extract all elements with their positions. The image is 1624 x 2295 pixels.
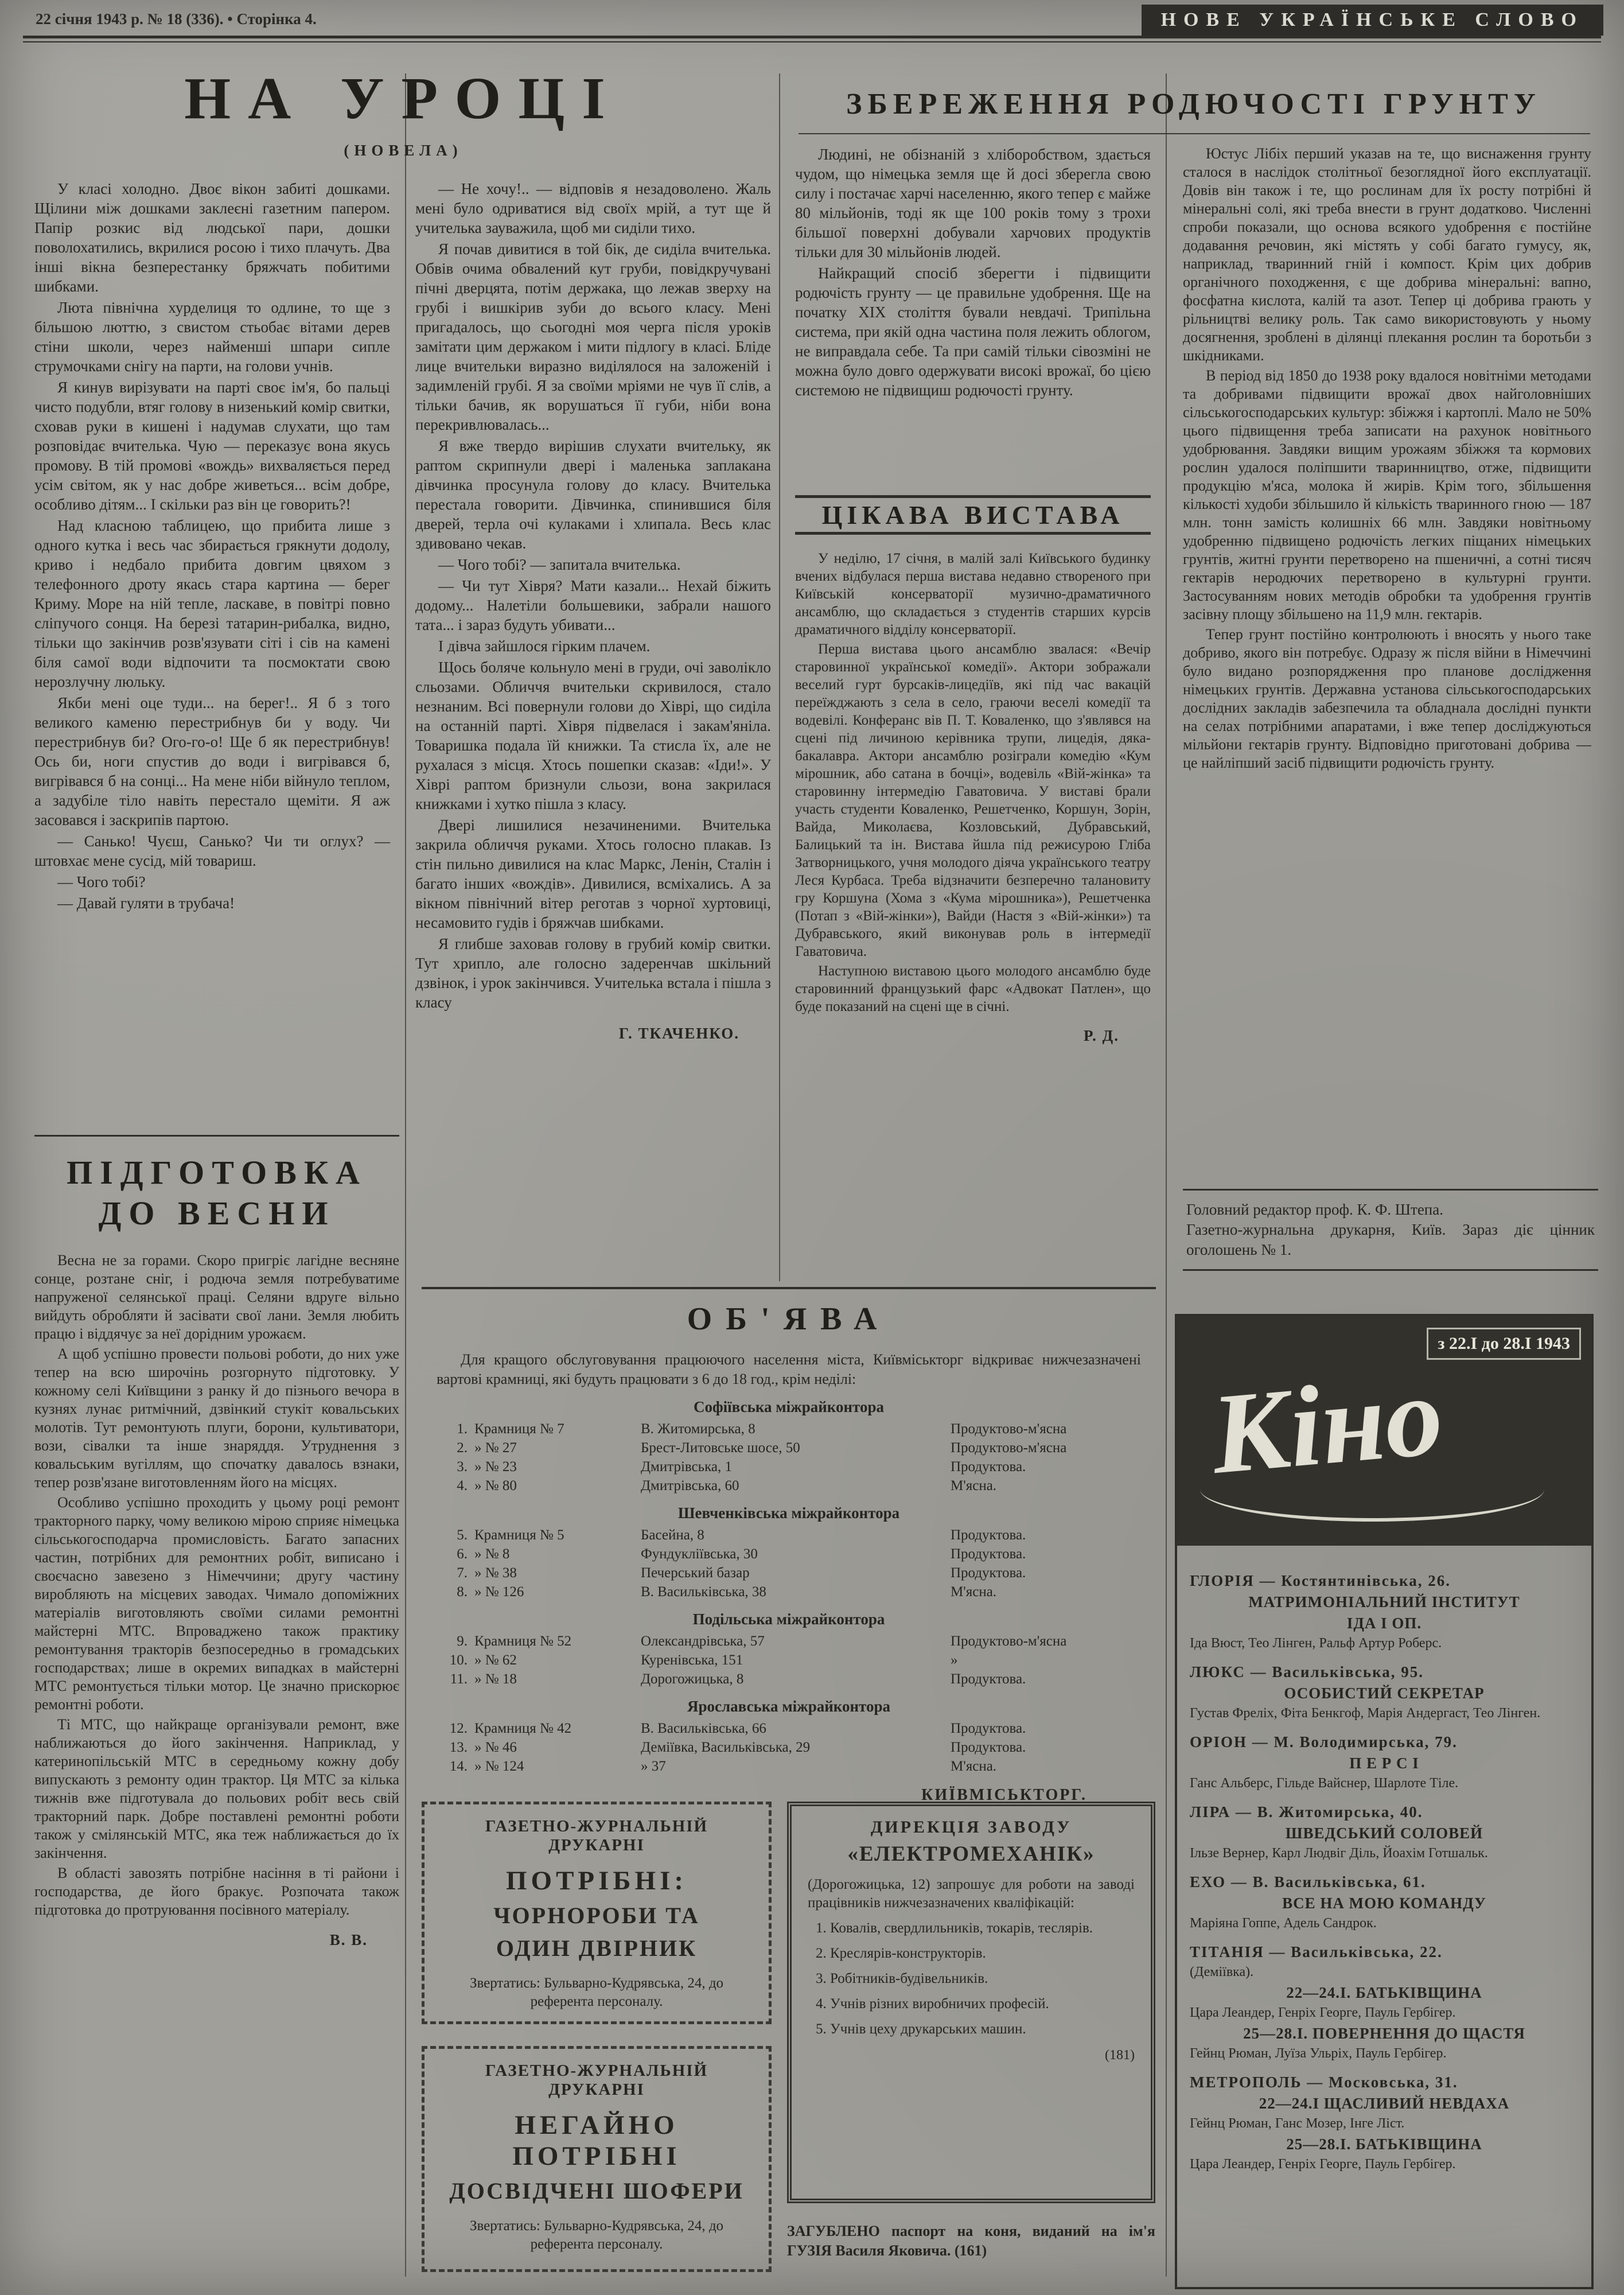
announcement-objava (422, 1287, 1156, 1800)
paragraph: Двері лишилися незачиненими. Вчителька закрила обличчя руками. Хтось голосно плакав. Із стін пильно дивилися на клас Маркс, Ленін, Сталін і багато інших «вождів». Дивилися, всміхались. А за вікном північний вітер реготав з чорної хуртовиці, несамовито гудів і бряжчав шибками. (415, 816, 771, 931)
article-column-text (415, 179, 771, 1012)
article-title (34, 1153, 399, 1234)
paragraph: І дівча зайшлося гірким плачем. (438, 637, 651, 655)
kino-line: 22—24.І ЩАСЛИВИЙ НЕВДАХА (1259, 2095, 1510, 2112)
table-cell: » № 38 (474, 1565, 517, 1581)
table-row (422, 1476, 1156, 1495)
table-cell: » 37 (641, 1759, 666, 1774)
store-table (422, 1719, 1156, 1776)
ad-title: НЕГАЙНО ПОТРІБНІ (512, 2110, 681, 2171)
masthead-rule (23, 36, 1601, 42)
table-cell: М'ясна. (951, 1759, 997, 1774)
paragraph: Над класною таблицею, що прибита лише з одного кутка і весь час збирається грякнути додолу, криво і недбало прибита довгим цвяхом з телефонного дроту якась стара картина — берег Криму. Море на ній тепле, ласкаве, в повітрі повно сліпучого сонця. На березі татарин-рибалка, видно, тільки що закінчив розв'язувати сіті і сів на камені біля самої води відпочити та посмоктати свою нерозлучну люльку. (34, 517, 390, 690)
kino-line: ЛЮКС — Васильківська, 95. (1190, 1663, 1424, 1681)
cinema-ad-header (1177, 1316, 1591, 1546)
table-cell: Продуктова. (951, 1565, 1026, 1581)
store-table (422, 1419, 1156, 1495)
table-cell: Продуктово-м'ясна (951, 1633, 1067, 1649)
kino-line: ТІТАНІЯ — Васильківська, 22. (1190, 1943, 1443, 1961)
article-text (34, 1251, 399, 1919)
kino-line: 22—24.І. БАТЬКІВЩИНА (1286, 1984, 1482, 2001)
article-title-grunt: ЗБЕРЕЖЕННЯ РОДЮЧОСТІ ГРУНТУ (846, 88, 1541, 120)
kino-line: Цара Леандер, Генріх Георге, Пауль Гербігер. (1190, 2157, 1456, 2172)
cinema-ad-block (1175, 1314, 1594, 2289)
ad-electromechanik (787, 1802, 1155, 2203)
article-pidhotovka-do-vesny (34, 1135, 399, 2292)
paragraph: Я почав дивитися в той бік, де сиділа вчителька. Обвів очима обвалений кут груби, повідкручувані пічні дверцята, потім держака, що лежав зверху на грубі і вишкірив зуби до всього класу. Мені пригадалось, що сьогодні моя черга після уроків замітати цим держаком і мити підлогу в класі. Бліде лице вчительки виразно виділялося на заложеній і задимленій грубі. Я за своїми мріями не чув її слів, а тільки бачив, як ворушаться її губи, ніби вона перекривлювалась... (415, 240, 771, 433)
flourish-underline (1200, 1489, 1544, 1522)
signature: Г. ТКАЧЕНКО. (618, 1025, 739, 1042)
table-cell: 3. (457, 1459, 468, 1475)
kino-line: 25—28.І. БАТЬКІВЩИНА (1286, 2135, 1482, 2153)
paragraph: Люта північна хурделиця то одлине, то ще з більшою люттю, з свистом стьобає вітами дерев стіни школи, через найменші шпари сипле струмочками снігу на парти, на голови учнів. (34, 299, 390, 375)
ad-title-line: ДОСВІДЧЕНІ ШОФЕРИ (449, 2178, 744, 2204)
list-item: 5. Учнів цеху друкарських машин. (816, 2021, 1026, 2037)
paragraph: В період від 1850 до 1938 року вдалося новітніми методами та добривами підвищити врожаї двох найголовніших сільськогосподарських культур: збіжжя і картоплі. Мало не 50% цього підвищення треба записати на рахунок новітнього удобрювання. Завдяки вищим урожаям збіжжя та кормових рослин удалося поліпшити тваринництво, отже, підвищити продукцію м'яса, молока й жирів. Крім того, збільшення кількості худоби збільшило й кількість тваринного гною — 187 млн. тонн замість колишніх 66 млн. Завдяки новітньому удобренню підвищено родючість легких піщаних німецьких грунтів, житні грунти перетворено на пшеничні, а сотні тисяч гектарів неродючих перетворено в культурні грунти. Застосуванням нових методів обробки та удобрення грунтів засівну площу збільшено на 11,9 млн. гектарів. (1183, 367, 1591, 623)
table-cell: » № 80 (474, 1478, 517, 1493)
table-cell: Крамниця № 52 (474, 1633, 572, 1649)
table-cell: М'ясна. (951, 1584, 997, 1600)
paragraph: — Давай гуляти в трубача! (57, 894, 235, 912)
table-cell: Дмитрівська, 1 (641, 1459, 732, 1475)
table-row (422, 1757, 1156, 1776)
ad-header: ГАЗЕТНО-ЖУРНАЛЬНІЙ ДРУКАРНІ (485, 1817, 708, 1854)
announcement-intro: Для кращого обслуговування працюючого населення міста, Київміськторг відкриває нижчезазначені вартові крамниці, які будуть працювати з 6 до 18 год., крім неділі: (437, 1351, 1141, 1387)
editorial-imprint (1183, 1189, 1598, 1271)
imprint-line: Газетно-журнальна друкарня, Київ. Зараз діє цінник оголошень № 1. (1186, 1221, 1595, 1258)
table-cell: Куренівська, 151 (641, 1652, 743, 1668)
table-row (422, 1670, 1156, 1689)
ad-drivers-needed (422, 2046, 772, 2272)
paragraph: — Санько! Чуєш, Санько? Чи ти оглух? — штовхає мене сусід, мій товариш. (34, 833, 390, 869)
store-group (422, 1698, 1156, 1776)
column-divider (1166, 73, 1167, 2277)
store-group (422, 1611, 1156, 1689)
ad-reference-number: (181) (1105, 2048, 1135, 2063)
ad-title-line: ЧОРНОРОБИ ТА (493, 1903, 700, 1928)
paragraph: Людині, не обізнаній з хліборобством, здається чудом, що німецька земля ще й досі зберегла свою силу і постачає харчі населенню, якого тепер є майже 80 мільйонів, тоді як ще 100 років тому з трохи більшої поверхні добували харчових продуктів тільки для 30 мільйонів людей. (795, 146, 1151, 260)
table-row (422, 1526, 1156, 1545)
article-text (795, 550, 1151, 1016)
table-cell: 9. (457, 1633, 468, 1649)
list-item: 1. Ковалів, свердлильників, токарів, теслярів. (816, 1920, 1093, 1936)
article-title-line2: ДО ВЕСНИ (98, 1194, 336, 1232)
article-subtitle: (НОВЕЛА) (344, 142, 463, 159)
table-cell: 6. (457, 1546, 468, 1562)
kino-line: Маріяна Гоппе, Адель Сандрок. (1190, 1916, 1377, 1931)
kino-line: ЕХО — В. Васильківська, 61. (1190, 1873, 1426, 1891)
article-title: НА УРОЦІ (184, 65, 622, 131)
column-divider (779, 73, 780, 1281)
kino-line: (Деміївка). (1190, 1965, 1254, 1979)
table-cell: Продуктова. (951, 1546, 1026, 1562)
ad-intro: (Дорогожицька, 12) запрошує для роботи на заводі працівників нижчезазначених кваліфікацій: (808, 1877, 1135, 1911)
store-table (422, 1526, 1156, 1601)
table-cell: Продуктова. (951, 1721, 1026, 1736)
kino-line: ВСЕ НА МОЮ КОМАНДУ (1282, 1895, 1486, 1912)
table-row (422, 1457, 1156, 1476)
table-cell: Брест-Литовське шосе, 50 (641, 1440, 800, 1456)
table-cell: Олександрівська, 57 (641, 1633, 765, 1649)
table-cell: В. Житомирська, 8 (641, 1421, 755, 1437)
table-cell: 8. (457, 1584, 468, 1600)
table-cell: » № 8 (474, 1546, 510, 1562)
article-title-line1: ПІДГОТОВКА (67, 1154, 367, 1191)
paragraph: А щоб успішно провести польові роботи, до них уже тепер на всю широчінь розгорнуто підготовку. У кожному селі Київщини з ранку й до пізнього вечора в кузнях лунає ритмічний, дзвінкий стукіт ковальських молотів. Тут ремонтують плуги, борони, культиватори, вози, сівалки та інше знаряддя. Утруднення з ковальським вугіллям, що спочатку давалось взнаки, тепер розв'язане виготовленням його на місцях. (34, 1345, 399, 1491)
paragraph: Найкращий спосіб зберегти і підвищити родючість грунту — це правильне удобрення. Ще на початку XIX століття бували невдачі. Трипільна система, при якій одна частина поля лежить облогом, не виправдала себе. Та при самій тільки сівозміні не можна було довго одержувати високі врожаї, бо цією системою не підвищиш родючості грунту. (795, 264, 1151, 399)
kino-line: Ганс Альберс, Гільде Вайснер, Шарлоте Тіле. (1190, 1776, 1459, 1791)
list-item: 4. Учнів різних виробничих професій. (816, 1996, 1049, 2012)
paragraph: Я глибше заховав голову в грубий комір свитки. Тут хрипло, але голосно задеренчав шкільний дзвінок, і урок закінчився. Учителька встала і пішла з класу (415, 935, 771, 1011)
paragraph: Юстус Лібіх перший указав на те, що виснаження грунту сталося в наслідок столітньої безоглядної його експлуатації. Довів він також і те, що рослинам для їх росту потрібні й мінеральні солі, які треба внести в грунт додатково. Численні спроби показали, що основа всякого удобрення є постійне додавання речовин, які містять у собі багато гумусу, як, наприклад, тваринний гній і компост. Крім цих добрив органічного походження, є ще добрива мінеральні: вапно, фосфатна кислота, калій та азот. Тепер ці добрива грають у рільництві велику роль. Так само використовують у ньому досягнення, зроблені в ділянці плекання рослин та боротьби з шкідниками. (1183, 145, 1591, 364)
ad-contact: Звертатись: Бульварно-Кудрявська, 24, до референта персоналу. (469, 1975, 724, 2009)
paragraph: — Чого тобі? — запитала вчителька. (438, 556, 681, 573)
table-cell: » № 46 (474, 1740, 517, 1755)
ad-workers-needed (422, 1802, 772, 2024)
kino-line: ШВЕДСЬКИЙ СОЛОВЕЙ (1285, 1825, 1483, 1842)
table-cell: 11. (450, 1671, 468, 1687)
ad-qualification-list (808, 1919, 1135, 2039)
paragraph: Весна не за горами. Скоро пригріє лагідне весняне сонце, розтане сніг, і родюча земля потребуватиме напруженої селянської праці. Селяни вдруге вільно вийдуть обробляти й засівати свої лани. Земля любить працю і віддячує за неї дорідним урожаєм. (34, 1251, 399, 1342)
list-item: 3. Робітників-будівельників. (816, 1971, 988, 1986)
kino-line: Густав Фреліх, Фіта Бенкгоф, Марія Андергаст, Тео Лінген. (1190, 1706, 1541, 1721)
table-cell: В. Васильківська, 66 (641, 1721, 766, 1736)
table-cell: » № 126 (474, 1584, 524, 1600)
table-cell: Продуктова. (951, 1671, 1026, 1687)
table-cell: » № 23 (474, 1459, 517, 1475)
table-cell: Крамниця № 7 (474, 1421, 564, 1437)
table-row (422, 1738, 1156, 1757)
table-cell: Продуктова. (951, 1527, 1026, 1543)
ad-factory-name: «ЕЛЕКТРОМЕХАНІК» (847, 1842, 1095, 1866)
table-row (422, 1651, 1156, 1670)
kino-line: Іда Вюст, Тео Лінген, Ральф Артур Роберс. (1190, 1636, 1442, 1651)
editor-line: Головний редактор проф. К. Ф. Штепа. (1186, 1201, 1443, 1218)
ad-contact: Звертатись: Бульварно-Кудрявська, 24, до референта персоналу. (469, 2218, 724, 2252)
ad-title-line: ОДИН ДВІРНИК (496, 1935, 698, 1961)
table-cell: 13. (449, 1740, 468, 1755)
store-group (422, 1398, 1156, 1495)
paragraph: Ті МТС, що найкраще організували ремонт, вже наближаються до його закінчення. Наприклад, у катеринопільській МТС в середньому кожну добу випускають з ремонту один трактор. Ця МТС за кілька тижнів вже підготувала до польових робіт весь свій тракторний парк. Добре поставлені ремонтні роботи також у смілянській МТС, яка теж наближається до їх закінчення. (34, 1716, 399, 1861)
article-column-right (415, 179, 771, 1043)
signature: В. В. (329, 1931, 368, 1948)
table-cell: » № 124 (474, 1759, 524, 1774)
article-na-uroci (34, 64, 772, 1261)
table-row (422, 1419, 1156, 1438)
table-cell: Деміївка, Васильківська, 29 (641, 1740, 811, 1755)
kino-line: ЛІРА — В. Житомирська, 40. (1190, 1803, 1423, 1821)
ad-header: ДИРЕКЦІЯ ЗАВОДУ (870, 1818, 1072, 1837)
paragraph: Тепер грунт постійно контролюють і вносять у нього таке добриво, якого він потребує. Одразу ж після війни в Німеччині було видано розпорядження про планове дослідження німецьких грунтів. Державна установа сільськогосподарських дослідних закладів забезпечила та обладнала дослідні пункти на селах потрібними апаратами, і вже тепер досліджуються мільйони гектарів грунту. Відповідно приготовані добрива — це найліпший засіб підвищити родючість грунту. (1183, 626, 1591, 771)
table-cell: Дмитрівська, 60 (641, 1478, 739, 1493)
paragraph: Якби мені оце туди... на берег!.. Я б з того великого каменю перестрибнув би у воду. Чи перестрибнув би? Ого-го-о! Ще б як перестрибнув! Ось би, ноги спустив до води і вигрівався б, вигрівався б на сонці... На мене ніби війнуло теплом, а задубіле тіло навіть перестало щеміти. Я аж засовався і заскрипів партою. (34, 694, 390, 828)
kino-line: ОРІОН — М. Володимирська, 79. (1190, 1733, 1458, 1751)
table-cell: 2. (457, 1440, 468, 1456)
table-cell: » (951, 1652, 958, 1668)
table-row (422, 1438, 1156, 1457)
table-cell: 4. (457, 1478, 468, 1493)
store-group (422, 1504, 1156, 1601)
newspaper-title: НОВЕ УКРАЇНСЬКЕ СЛОВО (1142, 5, 1603, 36)
kino-line: Гейнц Рюман, Луїза Ульріх, Пауль Гербігер. (1190, 2046, 1447, 2061)
issue-date-page-info: 22 січня 1943 р. № 18 (336). • Сторінка 4. (36, 10, 317, 28)
kino-line: Цара Леандер, Генріх Георге, Пауль Гербігер. (1190, 2005, 1456, 2020)
kino-line: Ільзе Вернер, Карл Людвіг Діль, Йоахім Готшальк. (1190, 1846, 1488, 1861)
lost-passport-notice: ЗАГУБЛЕНО паспорт на коня, виданий на ім'я ГУЗІЯ Василя Яковича. (161) (787, 2223, 1155, 2259)
paragraph: — Чого тобі? (57, 873, 146, 890)
article-columns (34, 179, 772, 1043)
store-group-header: Ярославська міжрайконтора (687, 1698, 890, 1715)
list-item: 2. Креслярів-конструкторів. (816, 1946, 986, 1961)
paragraph: Особливо успішно проходить у цьому році ремонт тракторного парку, чому великою мірою сприяє німецька сільськогосподарча промисловість. Багато запасних частин, потрібних для ремонтних робіт, виписано і своєчасно завезено з Німеччини; другу частину виробляють на місцевих заводах. Чимало допоміжних матеріалів виготовляють своїми силами ремонтні майстерні МТС. Впроваджено також практику ремонтування тракторів безпосередньо в громадських господарствах; лише в окремих випадках в майстерні МТС ремонтується тільки мотор. Це значно прискорює ремонтні роботи. (34, 1493, 399, 1713)
table-cell: Печерський базар (641, 1565, 750, 1581)
kino-line: П Е Р С І (1349, 1755, 1419, 1772)
kino-line: ОСОБИСТИЙ СЕКРЕТАР (1284, 1685, 1485, 1702)
cinema-listings (1177, 1546, 1591, 2179)
table-cell: » № 27 (474, 1440, 517, 1456)
table-cell: 7. (457, 1565, 468, 1581)
table-cell: Продуктова. (951, 1740, 1026, 1755)
table-cell: Продуктово-м'ясна (951, 1440, 1067, 1456)
table-row (422, 1545, 1156, 1563)
paragraph: У класі холодно. Двоє вікон забиті дошками. Щілини між дошками заклеєні газетним папером. Папір розкис від людської пари, дошки поволохатились, вкрилися росою і тихо плачуть. Два інші вікна безперестанку бряжчать побитими шибками. (34, 180, 390, 295)
table-cell: 12. (449, 1721, 468, 1736)
paragraph: Щось боляче кольнуло мені в груди, очі заволікло сльозами. Обличчя вчительки скривилося, стало незнаним. Всі повернули голови до Хіврі, що сиділа на останній парті. Хівря підвелася і закам'яніла. Товаришка подала їй книжки. Та стисла їх, але не рухалася з місця. Хтось пошепки сказав: «Іди!». У Хіврі раптом бризнули сльози, вона закрилася книжками і хутко пішла з класу. (415, 659, 771, 812)
paragraph: Я кинув вирізувати на парті своє ім'я, бо пальці чисто подубли, втяг голову в низенький комір свитки, сховав руки в кишені і надумав слухати, що там розповідає вчителька. Чую — переказує вона якусь промову. В тій промові «вождь» вихваляється перед усім світом, як у нас добре живеться... всім добре, особливо дітям... І скільки раз він це говорить?! (34, 379, 390, 513)
table-cell: Крамниця № 5 (474, 1527, 564, 1543)
table-cell: 10. (449, 1652, 468, 1668)
paragraph: — Не хочу!.. — відповів я незадоволено. Жаль мені було одриватися від своїх мрій, а тут ще й учителька зауважила, щоб ми сиділи тихо. (415, 180, 771, 236)
store-group-header: Шевченківська міжрайконтора (677, 1504, 900, 1522)
paragraph: Я вже твердо вирішив слухати вчительку, як раптом скрипнули двері і маленька заплакана дівчинка просунула голову до класу. Вчителька перестала говорити. Дівчинка, спинившися біля дверей, терла очі кулаками і хлипала. Весь клас здивовано чекав. (415, 437, 771, 552)
table-row (422, 1563, 1156, 1582)
table-cell: Дорогожицька, 8 (641, 1671, 744, 1687)
grunt-column-left (795, 145, 1151, 492)
kino-line: 25—28.І. ПОВЕРНЕННЯ ДО ЩАСТЯ (1243, 2025, 1525, 2042)
kino-line: ІДА І ОП. (1346, 1615, 1422, 1632)
kino-line: МАТРИМОНІАЛЬНИЙ ІНСТИТУТ (1248, 1593, 1520, 1611)
table-cell: 5. (457, 1527, 468, 1543)
paragraph: Перша вистава цього ансамблю звалася: «Вечір старовинної української комедії». Актори зображали веселий гурт бурсаків-лицедіїв, які під час вакацій переїжджають з села в село, граючи веселі комедії та водевілі. Конферанс вів П. Т. Коваленко, що з'являвся на сцені під личиною керівника трупи, лицедія, дяка-бакалавра. Актори ансамблю розіграли комедію «Кум мірошник, або сатана в бочці», водевіль «Вій-жінка» та старовинну інтермедію Гаватовича. У виставі брали участь студенти Коваленко, Решетченко, Коршун, Зорін, Вайда, Миколаєва, Козловський, Дубравський, Балицький та ін. Вистава йшла під режисурою Гліба Затворницького, учня молодого діяча українського театру Леся Курбаса. Треба відзначити безперечно талановиту гру Коршуна (Хома з «Кума мірошника»), Решетченка (Потап з «Вій-жінки»), Вайди (Настя з «Вій-жінки») та Дубравського, який виконував роль в інтермедії Гаватовича. (795, 641, 1151, 959)
kino-line: ГЛОРІЯ — Костянтинівська, 26. (1190, 1572, 1451, 1589)
store-group-header: Софіївська міжрайконтора (694, 1398, 884, 1415)
table-cell: » № 18 (474, 1671, 517, 1687)
announcement-title: ОБ'ЯВА (687, 1301, 891, 1337)
grunt-column-right (1183, 145, 1591, 1183)
signature: КИЇВМІСЬКТОРГ. (921, 1786, 1087, 1800)
paragraph: — Чи тут Хівря? Мати казали... Нехай біжить додому... Налетіли большевики, забрали нашого тата... і зараз будуть убивати... (415, 577, 771, 633)
ad-header: ГАЗЕТНО-ЖУРНАЛЬНІЙ ДРУКАРНІ (485, 2061, 708, 2099)
signature: Р. Д. (1084, 1027, 1119, 1044)
kino-line: МЕТРОПОЛЬ — Московська, 31. (1190, 2074, 1458, 2091)
article-cikava-vystava (795, 495, 1151, 1280)
table-cell: 14. (449, 1759, 468, 1774)
table-cell: Крамниця № 42 (474, 1721, 572, 1736)
article-title: ЦІКАВА ВИСТАВА (795, 495, 1151, 535)
table-cell: Продуктово-м'ясна (951, 1421, 1067, 1437)
table-cell: Басейна, 8 (641, 1527, 704, 1543)
paragraph: В області завозять потрібне насіння в ті райони і господарства, де його бракує. Розпочата також підготовка до протруювання посівного матеріалу. (34, 1864, 399, 1918)
table-row (422, 1719, 1156, 1738)
table-row (422, 1632, 1156, 1651)
table-row (422, 1582, 1156, 1601)
table-cell: Фундукліївська, 30 (641, 1546, 758, 1562)
kino-line: Гейнц Рюман, Ганс Мозер, Інге Ліст. (1190, 2116, 1405, 2131)
cinema-title: Кіно (1206, 1351, 1448, 1499)
cinema-date-range: з 22.І до 28.І 1943 (1427, 1328, 1581, 1360)
table-cell: М'ясна. (951, 1478, 997, 1493)
table-cell: Продуктова. (951, 1459, 1026, 1475)
store-table (422, 1632, 1156, 1689)
table-cell: 1. (457, 1421, 468, 1437)
table-cell: В. Васильківська, 38 (641, 1584, 766, 1600)
paragraph: Наступною виставою цього молодого ансамблю буде старовинний французький фарс «Адвокат Патлен», що буде показаний на сцені ще в січні. (795, 963, 1151, 1014)
store-group-header: Подільська міжрайконтора (692, 1611, 885, 1628)
title-rule (799, 133, 1590, 134)
table-cell: » № 62 (474, 1652, 517, 1668)
ad-title: ПОТРІБНІ: (505, 1866, 688, 1896)
paragraph: У неділю, 17 січня, в малій залі Київського будинку вчених відбулася перша вистава недавно створеного при Київській консерваторії музично-драматичного ансамблю, що складається з студентів старших курсів драматичного відділу консерваторії. (795, 551, 1151, 637)
article-column-left (34, 179, 390, 1043)
